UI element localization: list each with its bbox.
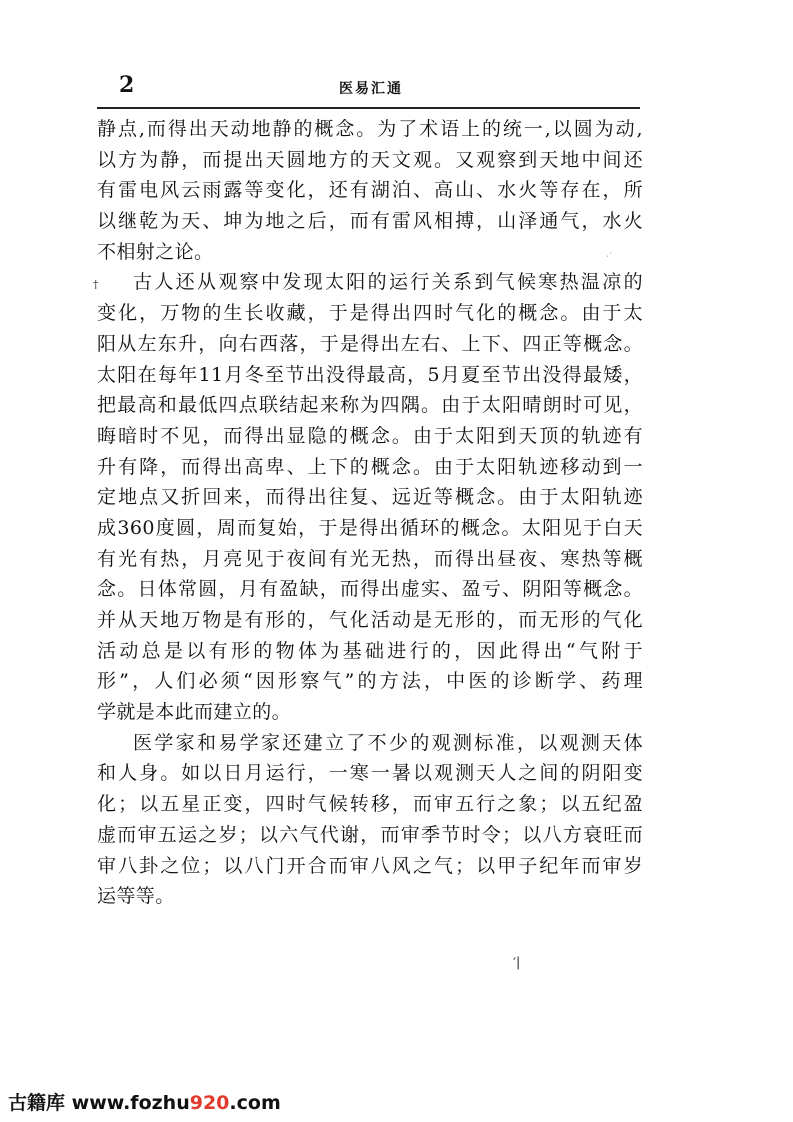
text-line: 和人身。如以日月运行，一寒一暑以观测天人之间的阴阳变	[97, 762, 643, 785]
text-line: 虚而审五运之岁；以六气代谢，而审季节时令；以八方衰旺而	[97, 823, 643, 846]
scan-mark: ′∣	[513, 956, 521, 972]
site-url-prefix: www.fozhu	[71, 1092, 190, 1114]
site-name: 古籍库	[8, 1092, 66, 1114]
text-line: 变化，万物的生长收藏，于是得出四时气化的概念。由于太	[97, 302, 643, 325]
text-line: 静点,而得出天动地静的概念。为了术语上的统一,以圆为动,	[97, 118, 643, 140]
text-line: 有光有热，月亮见于夜间有光无热，而得出昼夜、寒热等概	[97, 547, 643, 570]
text-line: 运等等。	[97, 885, 175, 908]
running-title: 医易汇通	[339, 81, 403, 97]
text-line: 升有降，而得出高卑、上下的概念。由于太阳轨迹移动到一	[97, 455, 643, 478]
text-line: 以方为静，而提出天圆地方的天文观。又观察到天地中间还	[97, 148, 643, 171]
paragraph-start-line: 古人还从观察中发现太阳的运行关系到气候寒热温凉的	[133, 271, 643, 294]
page-number: 2	[119, 72, 135, 98]
scan-speck: ⋅˙	[606, 252, 613, 261]
text-line: 有雷电风云雨露等变化，还有湖泊、高山、水火等存在，所	[97, 179, 643, 202]
paragraph-start-line: 医学家和易学家还建立了不少的观测标准，以观测天体	[133, 731, 643, 754]
margin-mark: †	[93, 278, 99, 291]
text-line: 学就是本此而建立的。	[97, 701, 292, 724]
text-line: 以继乾为天、坤为地之后，而有雷风相搏，山泽通气，水火	[97, 210, 643, 233]
body-text	[97, 114, 643, 912]
text-line: 念。日体常圆，月有盈缺，而得出虚实、盈亏、阴阳等概念。	[97, 578, 643, 601]
header-rule	[97, 107, 640, 109]
text-line: 不相射之论。	[97, 240, 214, 263]
text-line: 形”，人们必须“因形察气”的方法，中医的诊断学、药理	[97, 670, 643, 693]
text-line: 活动总是以有形的物体为基础进行的，因此得出“气附于	[97, 639, 643, 662]
text-line: 把最高和最低四点联结起来称为四隅。由于太阳晴朗时可见，	[97, 394, 643, 417]
text-line: 成360度圆，周而复始，于是得出循环的概念。太阳见于白天	[97, 516, 643, 539]
text-line: 定地点又折回来，而得出往复、远近等概念。由于太阳轨迹	[97, 486, 643, 509]
text-line: 化；以五星正变，四时气候转移，而审五行之象；以五纪盈	[97, 793, 643, 816]
text-line: 审八卦之位；以八门开合而审八风之气；以甲子纪年而审岁	[97, 854, 643, 877]
site-url-suffix: .com	[229, 1092, 281, 1114]
page-header	[97, 72, 640, 102]
text-line: 阳从左东升，向右西落，于是得出左右、上下、四正等概念。	[97, 332, 643, 355]
text-line: 并从天地万物是有形的，气化活动是无形的，而无形的气化	[97, 609, 643, 631]
text-line: 晦暗时不见，而得出显隐的概念。由于太阳到天顶的轨迹有	[97, 424, 643, 447]
watermark-footer	[8, 1088, 281, 1115]
site-url-number: 920	[189, 1092, 230, 1114]
text-line: 太阳在每年11月冬至节出没得最高，5月夏至节出没得最矮，	[97, 363, 643, 386]
